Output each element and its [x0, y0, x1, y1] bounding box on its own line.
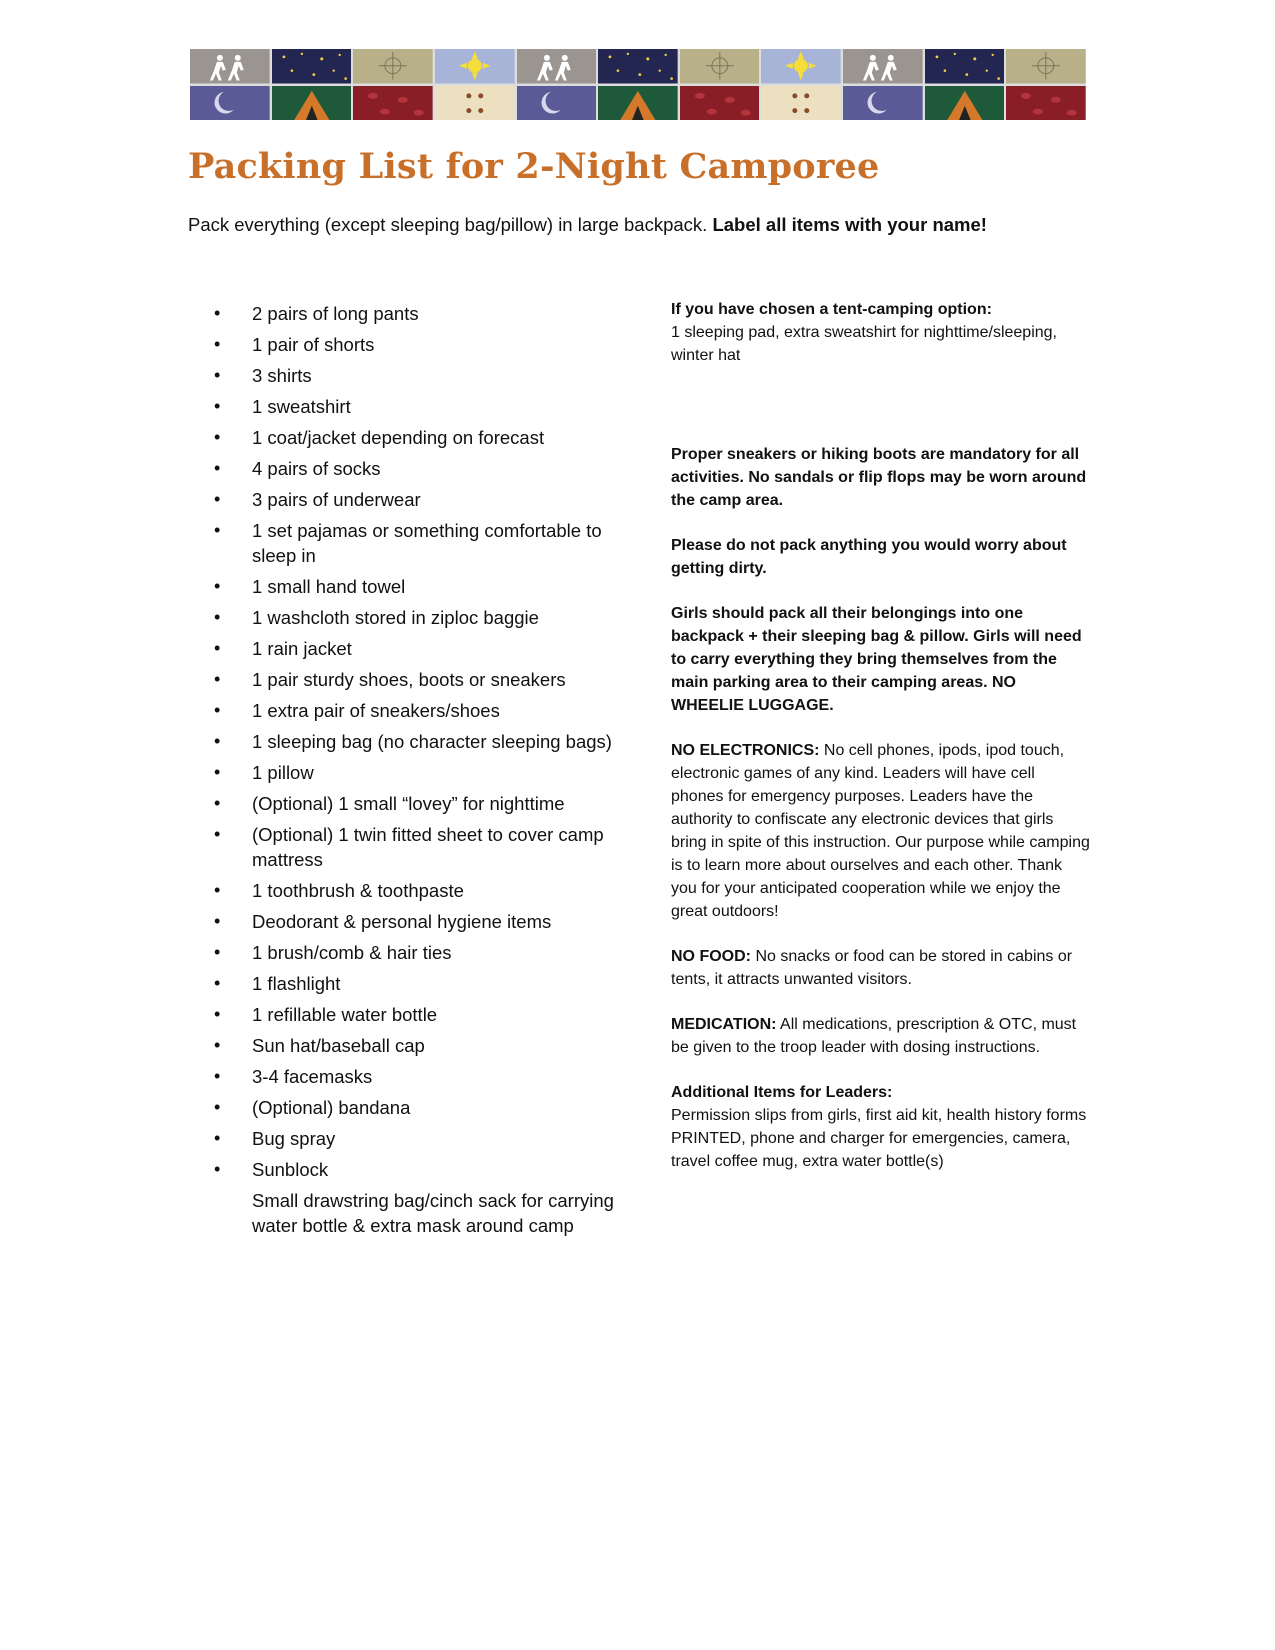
leaves-icon [1006, 86, 1086, 121]
list-item: • (Optional) 1 twin fitted sheet to cover camp mattress [214, 822, 634, 872]
list-item: • 1 pair sturdy shoes, boots or sneakers [214, 667, 634, 692]
medication-body: All medications, prescription & OTC, must be given to the troop leader with dosing instructions. [671, 1016, 1077, 1056]
list-item: • 1 pair of shorts [214, 332, 634, 357]
list-item: • 2 pairs of long pants [214, 301, 634, 326]
list-item: • 3 shirts [214, 363, 634, 388]
moon-icon [190, 86, 270, 121]
electronics-note [671, 739, 1091, 923]
list-item: • 1 flashlight [214, 971, 634, 996]
hikers-icon [843, 49, 923, 84]
leaves-icon [353, 86, 433, 121]
stars-icon [598, 49, 678, 84]
paws-icon [435, 86, 515, 121]
tent-note [671, 298, 1091, 367]
list-item: • 1 set pajamas or something comfortable to sleep in [214, 518, 634, 568]
list-item: • 1 coat/jacket depending on forecast [214, 425, 634, 450]
leaves-icon [680, 86, 760, 121]
list-item: • 1 extra pair of sneakers/shoes [214, 698, 634, 723]
list-item: • 1 sweatshirt [214, 394, 634, 419]
paws-icon [761, 86, 841, 121]
dirty-note: Please do not pack anything you would worry about getting dirty. [671, 537, 1067, 577]
list-item: • Deodorant & personal hygiene items [214, 909, 634, 934]
intro-text: Pack everything (except sleeping bag/pillow) in large backpack. [188, 214, 708, 235]
compass-icon [1006, 49, 1086, 84]
backpack-note: Girls should pack all their belongings into one backpack + their sleeping bag & pillow. Girls will need to carry everything they bring themselves from the main parking area to their camping areas. NO WHEELIE LUGGAGE. [671, 605, 1082, 714]
moon-icon [517, 86, 597, 121]
tent-icon [925, 86, 1005, 121]
sun-icon [761, 49, 841, 84]
tent-icon [272, 86, 352, 121]
hikers-icon [517, 49, 597, 84]
list-item: • 3 pairs of underwear [214, 487, 634, 512]
compass-icon [353, 49, 433, 84]
notes-column [671, 298, 1091, 1195]
food-note [671, 945, 1091, 991]
intro-line [188, 214, 987, 236]
list-item: • (Optional) bandana [214, 1095, 634, 1120]
stars-icon [925, 49, 1005, 84]
list-item-extra: Small drawstring bag/cinch sack for carrying water bottle & extra mask around camp [252, 1190, 614, 1236]
leaders-heading: Additional Items for Leaders: [671, 1084, 893, 1101]
header-banner [190, 49, 1086, 120]
medication-label: MEDICATION: [671, 1016, 777, 1033]
sun-icon [435, 49, 515, 84]
list-item: • 1 small hand towel [214, 574, 634, 599]
tent-heading: If you have chosen a tent-camping option: [671, 301, 992, 318]
electronics-body: No cell phones, ipods, ipod touch, electronic games of any kind. Leaders will have cell phones for emergency purposes. Leaders have the authority to confiscate any electronic devices that girls bring in spite of this instruction. Our purpose while camping is to learn more about ourselves and each other. Thank you for your anticipated cooperation while we enjoy the great outdoors! [671, 742, 1090, 920]
list-item: • 1 sleeping bag (no character sleeping bags) [214, 729, 634, 754]
sneakers-note: Proper sneakers or hiking boots are mandatory for all activities. No sandals or flip flops may be worn around the camp area. [671, 446, 1087, 509]
intro-bold: Label all items with your name! [712, 214, 987, 235]
list-item: • 4 pairs of socks [214, 456, 634, 481]
leaders-body: Permission slips from girls, first aid kit, health history forms PRINTED, phone and charger for emergencies, camera, travel coffee mug, extra water bottle(s) [671, 1107, 1087, 1170]
list-item: • 1 washcloth stored in ziploc baggie [214, 605, 634, 630]
hikers-icon [190, 49, 270, 84]
list-item: • 1 refillable water bottle [214, 1002, 634, 1027]
list-item: • 1 pillow [214, 760, 634, 785]
stars-icon [272, 49, 352, 84]
page-title: Packing List for 2-Night Camporee [188, 146, 880, 187]
list-item: • 1 rain jacket [214, 636, 634, 661]
compass-icon [680, 49, 760, 84]
leaders-note [671, 1081, 1091, 1173]
list-item: • (Optional) 1 small “lovey” for nighttime [214, 791, 634, 816]
list-item: • Sun hat/baseball cap [214, 1033, 634, 1058]
medication-note [671, 1013, 1091, 1059]
moon-icon [843, 86, 923, 121]
list-item: • 1 brush/comb & hair ties [214, 940, 634, 965]
electronics-label: NO ELECTRONICS: [671, 742, 820, 759]
food-body: No snacks or food can be stored in cabins or tents, it attracts unwanted visitors. [671, 948, 1073, 988]
tent-body: 1 sleeping pad, extra sweatshirt for nighttime/sleeping, winter hat [671, 324, 1057, 364]
list-item: • Bug spray [214, 1126, 634, 1151]
list-item: • Sunblock [214, 1157, 634, 1182]
food-label: NO FOOD: [671, 948, 751, 965]
list-item: • 1 toothbrush & toothpaste [214, 878, 634, 903]
tent-icon [598, 86, 678, 121]
list-item: • 3-4 facemasks [214, 1064, 634, 1089]
packing-list [214, 301, 634, 1244]
